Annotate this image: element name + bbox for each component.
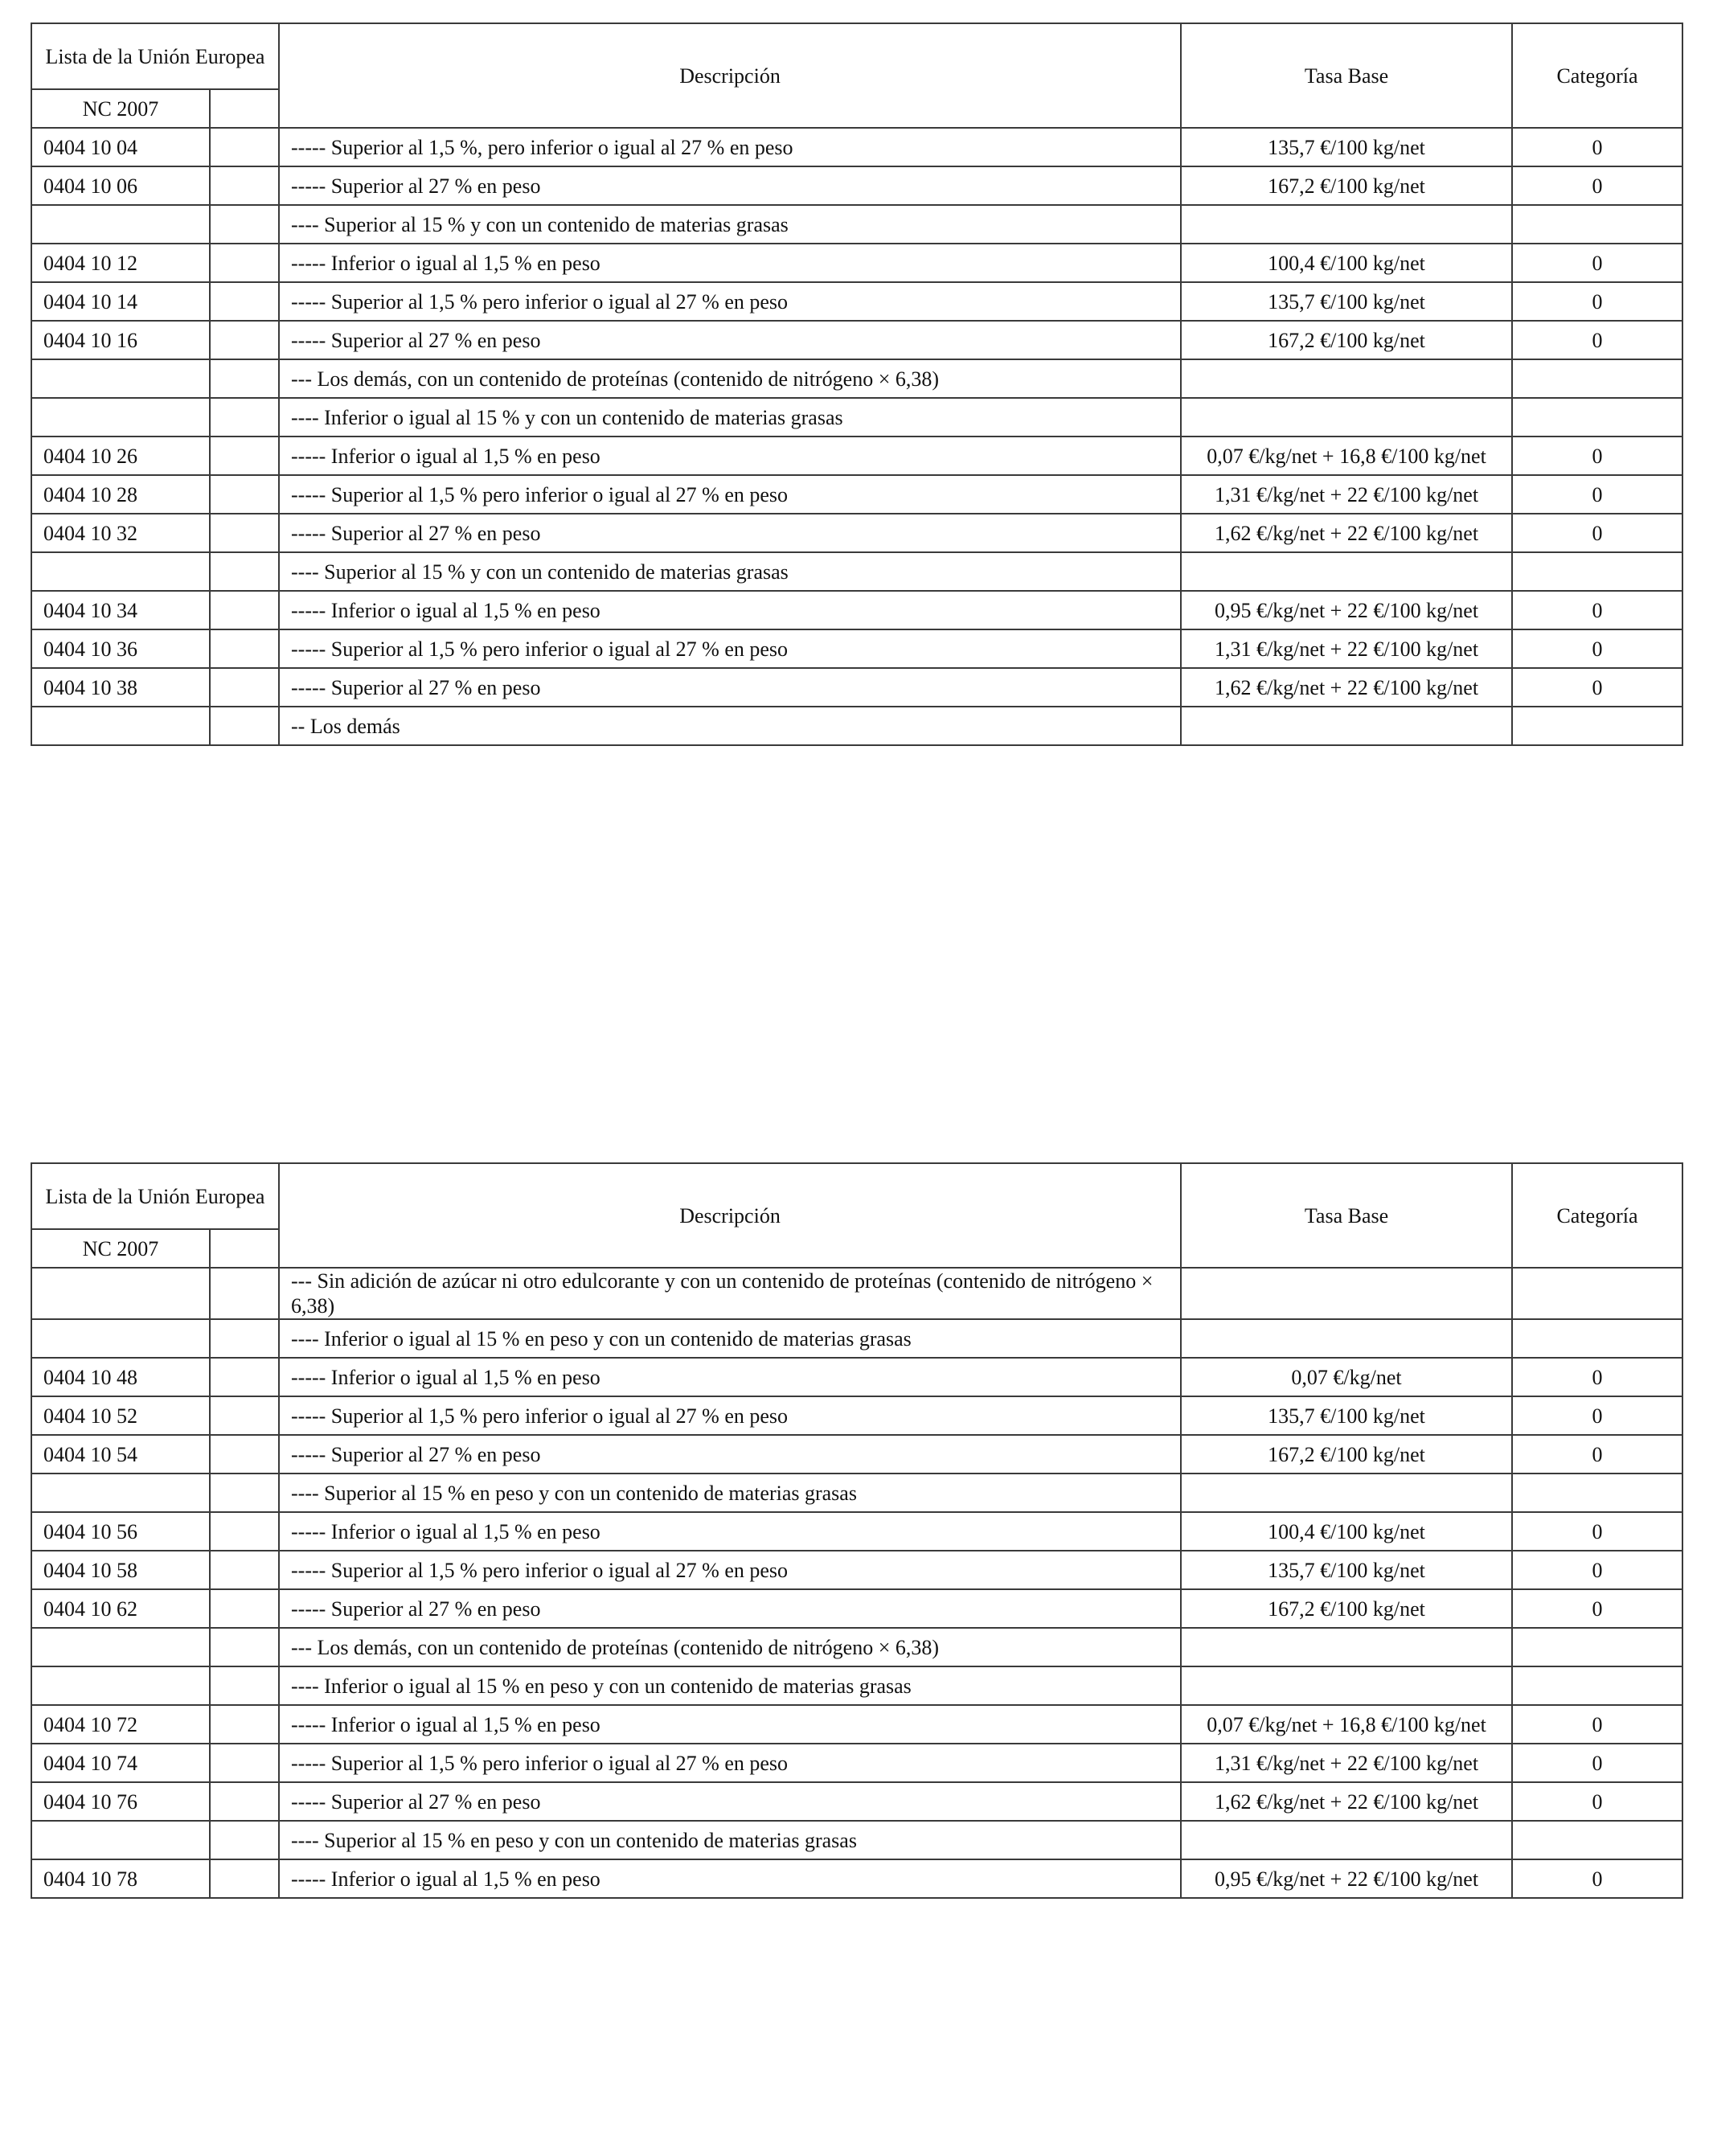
table-row [31, 1268, 1682, 1319]
description-cell: ----- Inferior o igual al 1,5 % en peso [279, 1358, 1181, 1396]
rate-cell: 167,2 €/100 kg/net [1181, 1589, 1512, 1628]
rate-cell: 135,7 €/100 kg/net [1181, 128, 1512, 166]
blank-cell [210, 359, 279, 398]
category-cell: 0 [1512, 244, 1682, 282]
nc-code-cell [31, 552, 210, 591]
nc-code-cell: 0404 10 72 [31, 1705, 210, 1744]
category-cell: 0 [1512, 1782, 1682, 1821]
nc-code-cell: 0404 10 12 [31, 244, 210, 282]
category-cell: 0 [1512, 1512, 1682, 1551]
rate-cell [1181, 1666, 1512, 1705]
nc-code-cell [31, 1821, 210, 1859]
nc-code-cell: 0404 10 32 [31, 514, 210, 552]
category-cell: 0 [1512, 321, 1682, 359]
table-row [31, 475, 1682, 514]
blank-cell [210, 1782, 279, 1821]
nc-code-cell: 0404 10 34 [31, 591, 210, 629]
description-cell: ----- Superior al 1,5 %, pero inferior o igual al 27 % en peso [279, 128, 1181, 166]
description-cell: ----- Inferior o igual al 1,5 % en peso [279, 1859, 1181, 1898]
blank-cell [210, 514, 279, 552]
rate-cell [1181, 1474, 1512, 1512]
description-cell: -- Los demás [279, 707, 1181, 745]
blank-cell [210, 1705, 279, 1744]
blank-cell [210, 1551, 279, 1589]
table-row [31, 1512, 1682, 1551]
category-cell: 0 [1512, 668, 1682, 707]
description-cell: ----- Superior al 1,5 % pero inferior o igual al 27 % en peso [279, 475, 1181, 514]
description-cell: ----- Superior al 27 % en peso [279, 166, 1181, 205]
category-cell [1512, 1474, 1682, 1512]
blank-cell [210, 205, 279, 244]
header-category-cell: Categoría [1512, 1163, 1682, 1268]
category-cell: 0 [1512, 1705, 1682, 1744]
nc-code-cell: 0404 10 06 [31, 166, 210, 205]
blank-cell [210, 321, 279, 359]
category-cell: 0 [1512, 166, 1682, 205]
nc-code-cell [31, 1666, 210, 1705]
blank-cell [210, 475, 279, 514]
blank-cell [210, 1821, 279, 1859]
table-row [31, 437, 1682, 475]
table-row [31, 1474, 1682, 1512]
rate-cell [1181, 707, 1512, 745]
header-description-cell: Descripción [279, 1163, 1181, 1268]
rate-cell: 0,95 €/kg/net + 22 €/100 kg/net [1181, 1859, 1512, 1898]
rate-cell [1181, 398, 1512, 437]
table-row [31, 1628, 1682, 1666]
description-cell: ----- Superior al 27 % en peso [279, 668, 1181, 707]
blank-cell [210, 398, 279, 437]
header-blank-cell [210, 1229, 279, 1268]
blank-cell [210, 1589, 279, 1628]
rate-cell: 100,4 €/100 kg/net [1181, 244, 1512, 282]
table-row [31, 1744, 1682, 1782]
rate-cell: 0,07 €/kg/net + 16,8 €/100 kg/net [1181, 1705, 1512, 1744]
description-cell: --- Los demás, con un contenido de proteínas (contenido de nitrógeno × 6,38) [279, 359, 1181, 398]
nc-code-cell: 0404 10 48 [31, 1358, 210, 1396]
nc-code-cell [31, 1474, 210, 1512]
category-cell [1512, 1628, 1682, 1666]
category-cell: 0 [1512, 1435, 1682, 1474]
category-cell [1512, 359, 1682, 398]
nc-code-cell: 0404 10 56 [31, 1512, 210, 1551]
rate-cell: 167,2 €/100 kg/net [1181, 1435, 1512, 1474]
nc-code-cell: 0404 10 38 [31, 668, 210, 707]
table-row [31, 282, 1682, 321]
header-nc-cell: NC 2007 [31, 1229, 210, 1268]
rate-cell: 1,62 €/kg/net + 22 €/100 kg/net [1181, 1782, 1512, 1821]
description-cell: ----- Superior al 27 % en peso [279, 1589, 1181, 1628]
table-row [31, 321, 1682, 359]
nc-code-cell: 0404 10 62 [31, 1589, 210, 1628]
blank-cell [210, 1358, 279, 1396]
rate-cell: 0,07 €/kg/net + 16,8 €/100 kg/net [1181, 437, 1512, 475]
table-row [31, 1666, 1682, 1705]
table-row [31, 244, 1682, 282]
nc-code-cell: 0404 10 52 [31, 1396, 210, 1435]
description-cell: ---- Superior al 15 % en peso y con un contenido de materias grasas [279, 1821, 1181, 1859]
description-cell: ----- Inferior o igual al 1,5 % en peso [279, 244, 1181, 282]
description-cell: ----- Superior al 27 % en peso [279, 321, 1181, 359]
description-cell: ---- Superior al 15 % y con un contenido de materias grasas [279, 205, 1181, 244]
table-row [31, 1859, 1682, 1898]
description-cell: ---- Inferior o igual al 15 % y con un contenido de materias grasas [279, 398, 1181, 437]
category-cell: 0 [1512, 1744, 1682, 1782]
header-rate-cell: Tasa Base [1181, 23, 1512, 128]
category-cell [1512, 398, 1682, 437]
blank-cell [210, 437, 279, 475]
rate-cell: 135,7 €/100 kg/net [1181, 1551, 1512, 1589]
category-cell: 0 [1512, 629, 1682, 668]
blank-cell [210, 1474, 279, 1512]
table-row [31, 1782, 1682, 1821]
table-row [31, 1589, 1682, 1628]
nc-code-cell: 0404 10 74 [31, 1744, 210, 1782]
blank-cell [210, 1744, 279, 1782]
blank-cell [210, 591, 279, 629]
description-cell: ----- Inferior o igual al 1,5 % en peso [279, 437, 1181, 475]
category-cell [1512, 1666, 1682, 1705]
rate-cell [1181, 552, 1512, 591]
blank-cell [210, 244, 279, 282]
header-nc-cell: NC 2007 [31, 89, 210, 128]
blank-cell [210, 1319, 279, 1358]
table-row [31, 166, 1682, 205]
nc-code-cell [31, 1268, 210, 1319]
blank-cell [210, 668, 279, 707]
description-cell: ----- Superior al 27 % en peso [279, 514, 1181, 552]
rate-cell: 1,31 €/kg/net + 22 €/100 kg/net [1181, 1744, 1512, 1782]
nc-code-cell: 0404 10 78 [31, 1859, 210, 1898]
table-1-header-row-1 [31, 23, 1682, 89]
nc-code-cell: 0404 10 54 [31, 1435, 210, 1474]
rate-cell: 1,62 €/kg/net + 22 €/100 kg/net [1181, 668, 1512, 707]
table-row [31, 1435, 1682, 1474]
table-row [31, 1821, 1682, 1859]
table-row [31, 1705, 1682, 1744]
blank-cell [210, 1512, 279, 1551]
description-cell: ----- Inferior o igual al 1,5 % en peso [279, 1512, 1181, 1551]
category-cell [1512, 707, 1682, 745]
table-row [31, 629, 1682, 668]
header-list-cell: Lista de la Unión Europea [31, 1163, 279, 1229]
rate-cell: 167,2 €/100 kg/net [1181, 321, 1512, 359]
blank-cell [210, 1859, 279, 1898]
nc-code-cell [31, 1319, 210, 1358]
nc-code-cell [31, 1628, 210, 1666]
nc-code-cell: 0404 10 58 [31, 1551, 210, 1589]
rate-cell: 1,62 €/kg/net + 22 €/100 kg/net [1181, 514, 1512, 552]
header-rate-cell: Tasa Base [1181, 1163, 1512, 1268]
description-cell: ----- Superior al 27 % en peso [279, 1435, 1181, 1474]
nc-code-cell: 0404 10 04 [31, 128, 210, 166]
table-1-body [31, 23, 1682, 745]
category-cell [1512, 1821, 1682, 1859]
rate-cell [1181, 1319, 1512, 1358]
rate-cell: 135,7 €/100 kg/net [1181, 1396, 1512, 1435]
table-row [31, 707, 1682, 745]
rate-cell: 0,95 €/kg/net + 22 €/100 kg/net [1181, 591, 1512, 629]
nc-code-cell: 0404 10 28 [31, 475, 210, 514]
rate-cell [1181, 1821, 1512, 1859]
table-row [31, 552, 1682, 591]
nc-code-cell: 0404 10 76 [31, 1782, 210, 1821]
description-cell: ---- Superior al 15 % y con un contenido de materias grasas [279, 552, 1181, 591]
blank-cell [210, 1268, 279, 1319]
table-row [31, 514, 1682, 552]
category-cell [1512, 1268, 1682, 1319]
table-row [31, 1358, 1682, 1396]
blank-cell [210, 629, 279, 668]
category-cell: 0 [1512, 1396, 1682, 1435]
description-cell: ----- Inferior o igual al 1,5 % en peso [279, 591, 1181, 629]
description-cell: ---- Inferior o igual al 15 % en peso y con un contenido de materias grasas [279, 1666, 1181, 1705]
nc-code-cell [31, 359, 210, 398]
nc-code-cell [31, 205, 210, 244]
rate-cell: 167,2 €/100 kg/net [1181, 166, 1512, 205]
tariff-table-2 [31, 1162, 1683, 1899]
rate-cell [1181, 359, 1512, 398]
description-cell: ----- Superior al 1,5 % pero inferior o igual al 27 % en peso [279, 282, 1181, 321]
rate-cell [1181, 1268, 1512, 1319]
nc-code-cell: 0404 10 14 [31, 282, 210, 321]
rate-cell [1181, 1628, 1512, 1666]
table-row [31, 591, 1682, 629]
description-cell: ----- Superior al 1,5 % pero inferior o igual al 27 % en peso [279, 1744, 1181, 1782]
blank-cell [210, 552, 279, 591]
description-cell: ---- Superior al 15 % en peso y con un contenido de materias grasas [279, 1474, 1181, 1512]
category-cell: 0 [1512, 437, 1682, 475]
nc-code-cell [31, 398, 210, 437]
blank-cell [210, 1435, 279, 1474]
category-cell: 0 [1512, 1358, 1682, 1396]
category-cell: 0 [1512, 282, 1682, 321]
rate-cell: 0,07 €/kg/net [1181, 1358, 1512, 1396]
rate-cell: 1,31 €/kg/net + 22 €/100 kg/net [1181, 475, 1512, 514]
blank-cell [210, 282, 279, 321]
blank-cell [210, 1628, 279, 1666]
category-cell: 0 [1512, 591, 1682, 629]
nc-code-cell: 0404 10 26 [31, 437, 210, 475]
category-cell: 0 [1512, 1589, 1682, 1628]
table-2-body [31, 1163, 1682, 1898]
table-row [31, 1396, 1682, 1435]
nc-code-cell: 0404 10 36 [31, 629, 210, 668]
table-row [31, 205, 1682, 244]
category-cell: 0 [1512, 1551, 1682, 1589]
category-cell [1512, 1319, 1682, 1358]
blank-cell [210, 707, 279, 745]
description-cell: ---- Inferior o igual al 15 % en peso y con un contenido de materias grasas [279, 1319, 1181, 1358]
table-row [31, 1551, 1682, 1589]
header-blank-cell [210, 89, 279, 128]
description-cell: ----- Superior al 1,5 % pero inferior o igual al 27 % en peso [279, 1396, 1181, 1435]
table-row [31, 1319, 1682, 1358]
table-row [31, 128, 1682, 166]
blank-cell [210, 1666, 279, 1705]
description-cell: --- Sin adición de azúcar ni otro edulcorante y con un contenido de proteínas (contenido de nitrógeno × 6,38) [279, 1268, 1181, 1319]
header-list-cell: Lista de la Unión Europea [31, 23, 279, 89]
category-cell [1512, 552, 1682, 591]
category-cell: 0 [1512, 475, 1682, 514]
category-cell [1512, 205, 1682, 244]
nc-code-cell [31, 707, 210, 745]
category-cell: 0 [1512, 128, 1682, 166]
table-2-header-row-1 [31, 1163, 1682, 1229]
table-row [31, 359, 1682, 398]
blank-cell [210, 1396, 279, 1435]
description-cell: --- Los demás, con un contenido de proteínas (contenido de nitrógeno × 6,38) [279, 1628, 1181, 1666]
blank-cell [210, 128, 279, 166]
header-description-cell: Descripción [279, 23, 1181, 128]
rate-cell: 135,7 €/100 kg/net [1181, 282, 1512, 321]
tariff-table-1 [31, 23, 1683, 746]
description-cell: ----- Superior al 27 % en peso [279, 1782, 1181, 1821]
category-cell: 0 [1512, 514, 1682, 552]
description-cell: ----- Inferior o igual al 1,5 % en peso [279, 1705, 1181, 1744]
description-cell: ----- Superior al 1,5 % pero inferior o igual al 27 % en peso [279, 1551, 1181, 1589]
blank-cell [210, 166, 279, 205]
rate-cell: 100,4 €/100 kg/net [1181, 1512, 1512, 1551]
rate-cell [1181, 205, 1512, 244]
table-row [31, 398, 1682, 437]
table-row [31, 668, 1682, 707]
nc-code-cell: 0404 10 16 [31, 321, 210, 359]
category-cell: 0 [1512, 1859, 1682, 1898]
rate-cell: 1,31 €/kg/net + 22 €/100 kg/net [1181, 629, 1512, 668]
header-category-cell: Categoría [1512, 23, 1682, 128]
description-cell: ----- Superior al 1,5 % pero inferior o igual al 27 % en peso [279, 629, 1181, 668]
